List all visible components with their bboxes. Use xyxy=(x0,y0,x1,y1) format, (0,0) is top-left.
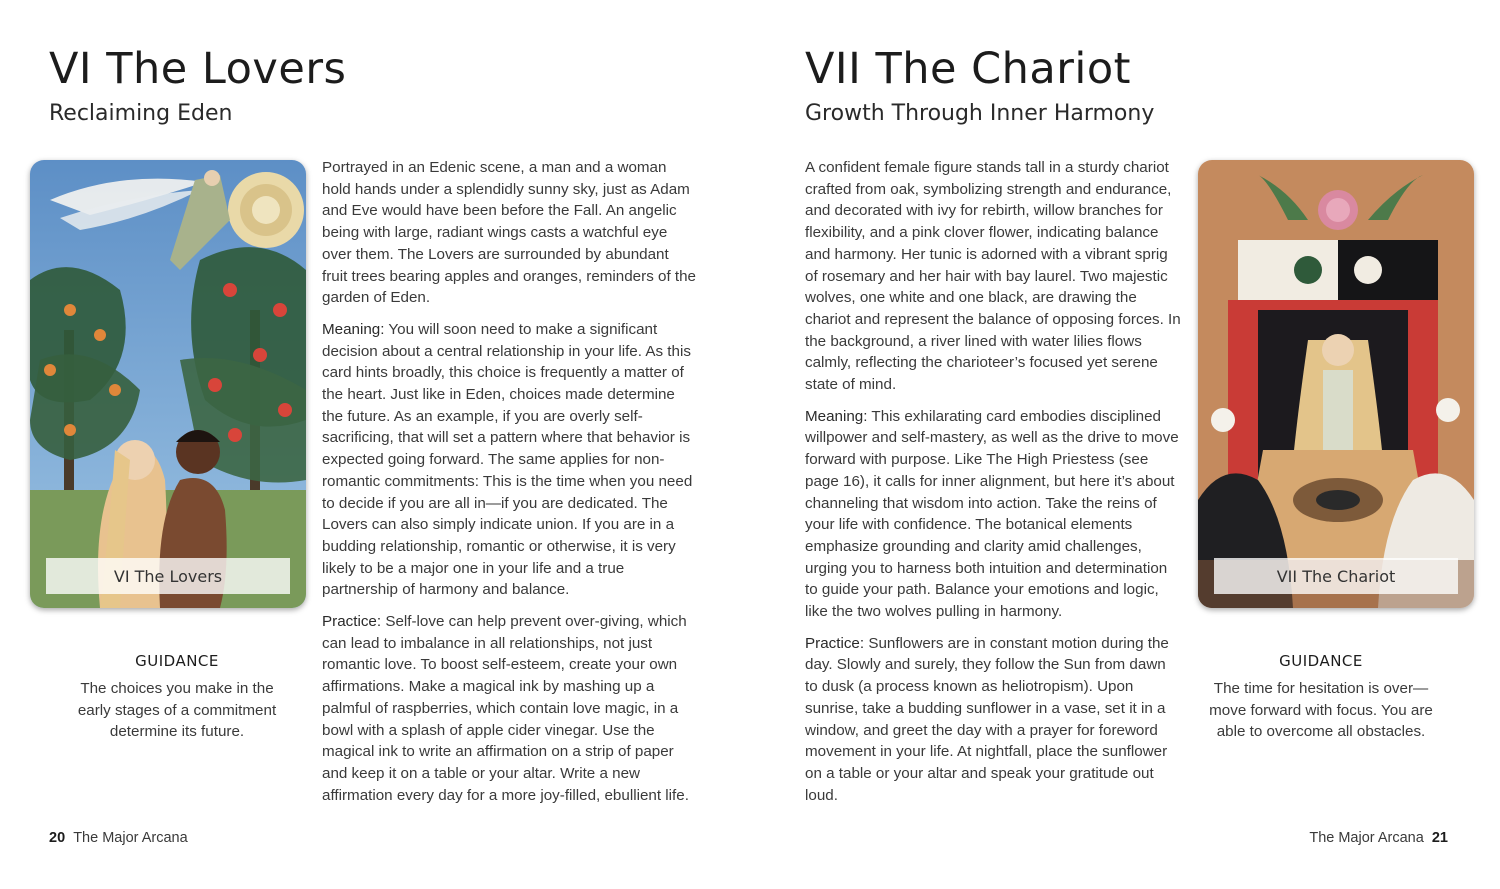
lovers-practice xyxy=(322,611,698,806)
chariot-meaning xyxy=(805,406,1181,623)
page-title-lovers: VI The Lovers xyxy=(49,44,347,94)
chariot-card-illustration xyxy=(1198,160,1474,608)
lovers-body-text xyxy=(322,157,698,816)
lovers-meaning-label: Meaning: xyxy=(322,320,385,338)
chariot-description: A confident female figure stands tall in a sturdy chariot crafted from oak, symbolizing strength and endurance, and decorated with ivy for rebirth, willow branches for flexibility, and a pink clover flower, indicating balance and harmony. Her tunic is adorned with a vibrant sprig of rosemary and her hair with bay laurel. Two majestic wolves, one white and one black, are drawing the chariot and represent the balance of opposing forces. In the background, a river lined with water lilies flows calmly, reflecting the charioteer’s focused yet serene state of mind. xyxy=(805,159,1181,394)
chariot-meaning-label: Meaning: xyxy=(805,407,868,425)
left-page-number: 20 xyxy=(49,830,66,846)
lovers-meaning xyxy=(322,319,698,601)
lovers-meaning-text: You will soon need to make a significant decision about a central relationship in your life. As this card hints broadly, this choice is frequently a matter of the heart. Just like in Eden, choices made determine the future. As an example, if you are overly self-sacrificing, that will set a pattern where that behavior is expected going forward. The same applies for non-romantic commitments: This is the time when you need to decide if you are all in—if you are dedicated. The Lovers can also simply indicate union. If you are in a budding relationship, romantic or otherwise, it is very likely to be a major one in your life and a true partnership of harmony and balance. xyxy=(322,320,693,599)
lovers-card-art xyxy=(30,160,306,608)
subtitle-lovers: Reclaiming Eden xyxy=(49,101,233,126)
chariot-body-text xyxy=(805,157,1181,816)
right-running-title: The Major Arcana xyxy=(1309,830,1424,846)
lovers-guidance xyxy=(62,652,292,743)
chariot-card-label: VII The Chariot xyxy=(1214,558,1458,594)
lovers-card-illustration xyxy=(30,160,306,608)
lovers-description: Portrayed in an Edenic scene, a man and a woman hold hands under a splendidly sunny sky, just as Adam and Eve would have been before the Fall. An angelic being with large, radiant wings casts a watchful eye over them. The Lovers are surrounded by abundant fruit trees bearing apples and oranges, reminders of the garden of Eden. xyxy=(322,159,696,307)
lovers-guidance-heading: GUIDANCE xyxy=(135,652,219,670)
page-title-chariot: VII The Chariot xyxy=(805,44,1132,94)
right-folio xyxy=(1309,830,1448,846)
chariot-meaning-text: This exhilarating card embodies disciplined willpower and self-mastery, as well as the drive to move forward with purpose. Like The High Priestess (see page 16), it calls for inner alignment, but here it’s about channeling that wisdom into action. Take the reins of your life with confidence. The botanical elements emphasize grounding and clarity amid challenges, urging you to harness both intuition and determination to guide your path. Balance your emotions and logic, like the two wolves pulling in harmony. xyxy=(805,407,1179,621)
left-running-title: The Major Arcana xyxy=(73,830,188,846)
lovers-practice-text: Self-love can help prevent over-giving, which can lead to imbalance in all relationships, not just romantic love. To boost self-esteem, create your own affirmations. Make a magical ink by mashing up a palmful of raspberries, which contain love magic, in a bowl with a splash of apple cider vinegar. Use the magical ink to write an affirmation on a strip of paper and keep it on a table or your altar. Write a new affirmation every day for a more joy-filled, ebullient life. xyxy=(322,613,689,804)
lovers-guidance-text: The choices you make in the early stages of a commitment determine its future. xyxy=(77,680,277,741)
left-folio xyxy=(49,830,188,846)
lovers-card-label: VI The Lovers xyxy=(46,558,290,594)
chariot-practice-text: Sunflowers are in constant motion during the day. Slowly and surely, they follow the Sun from dawn to dusk (a process known as heliotropism). Upon sunrise, take a budding sunflower in a vase, set it in a window, and greet the day with a prayer for foreword movement in your life. At nightfall, place the sunflower on a table or your altar and speak your gratitude out loud. xyxy=(805,634,1169,804)
right-page-number: 21 xyxy=(1431,830,1448,846)
chariot-guidance xyxy=(1206,652,1436,743)
chariot-practice-label: Practice: xyxy=(805,634,865,652)
chariot-card-art xyxy=(1198,160,1474,608)
subtitle-chariot: Growth Through Inner Harmony xyxy=(805,101,1155,126)
lovers-practice-label: Practice: xyxy=(322,613,382,631)
chariot-practice xyxy=(805,633,1181,807)
chariot-guidance-heading: GUIDANCE xyxy=(1279,652,1363,670)
chariot-guidance-text: The time for hesitation is over—move forward with focus. You are able to overcome all obstacles. xyxy=(1209,680,1433,741)
